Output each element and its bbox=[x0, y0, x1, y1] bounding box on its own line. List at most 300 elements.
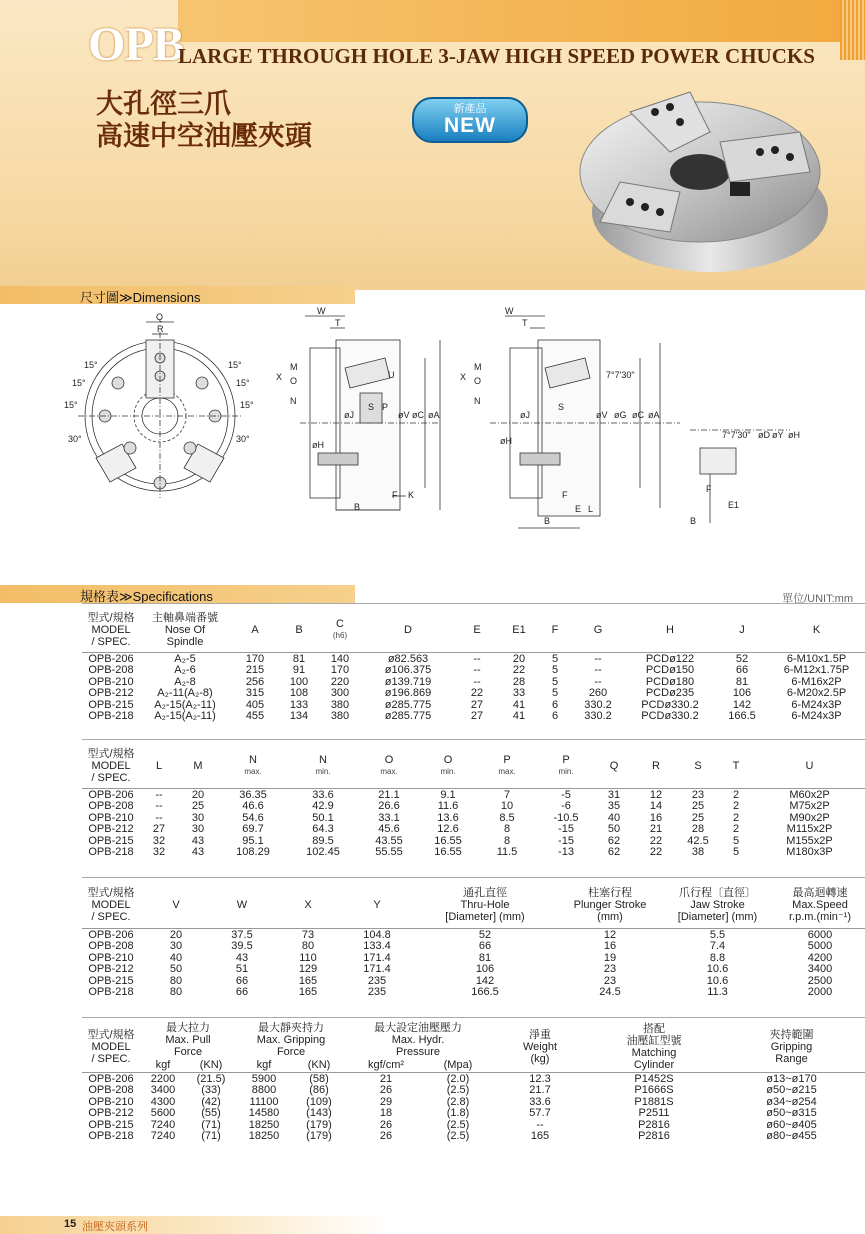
col-O-max: O max. bbox=[380, 753, 398, 776]
product-photo bbox=[560, 72, 865, 290]
table-cell: A₂-6 bbox=[174, 664, 196, 676]
col-X: X bbox=[304, 898, 312, 911]
table-row bbox=[82, 941, 865, 953]
col-Y: Y bbox=[373, 898, 381, 911]
unit-kn: (KN) bbox=[199, 1058, 223, 1071]
table-row bbox=[82, 964, 865, 976]
table-cell: 166.5 bbox=[728, 710, 756, 722]
table-cell: 171.4 bbox=[363, 963, 391, 975]
label-angle-15-b: 15° bbox=[72, 378, 86, 388]
col-T: T bbox=[732, 759, 740, 772]
table-cell: 32 bbox=[152, 834, 166, 847]
table-cell: 220 bbox=[330, 675, 350, 688]
table-cell: -- bbox=[454, 652, 500, 665]
table-cell: -- bbox=[536, 1118, 544, 1131]
side2-label-phiC: øC bbox=[632, 410, 644, 420]
side1-label-P: P bbox=[382, 402, 389, 412]
table-cell: 80 bbox=[169, 986, 183, 998]
table-cell: 22 bbox=[470, 687, 484, 699]
side2-label-F: F bbox=[562, 490, 568, 500]
table-cell: 11100 bbox=[249, 1095, 279, 1108]
model-cell: OPB-206 bbox=[82, 928, 140, 941]
model-cell: OPB-215 bbox=[88, 1118, 134, 1131]
header-stripe-edge bbox=[840, 0, 865, 60]
table-cell: 51 bbox=[235, 963, 249, 975]
table-cell: 40 bbox=[169, 951, 183, 964]
unit-kgf: kgf bbox=[155, 1058, 171, 1071]
table-cell: 22 bbox=[512, 664, 526, 676]
table-cell: 12 bbox=[634, 788, 678, 801]
table-cell: 4200 bbox=[807, 951, 833, 964]
table-cell: M115x2P bbox=[786, 823, 833, 835]
side2-label-E: E bbox=[575, 504, 582, 514]
table-cell: 25 bbox=[191, 800, 205, 812]
col-G: G bbox=[593, 623, 603, 636]
table-cell: 6-M24x3P bbox=[791, 698, 842, 711]
table-row bbox=[82, 847, 865, 859]
table-cell: 6-M20x2.5P bbox=[786, 687, 847, 699]
table-cell: 27 bbox=[152, 823, 166, 835]
table-cell: 8800 bbox=[251, 1084, 277, 1096]
table-cell: 22 bbox=[649, 846, 663, 858]
detail-label-phiD: øD bbox=[758, 430, 770, 440]
model-cell: OPB-210 bbox=[88, 1095, 134, 1108]
table-cell: (2.5) bbox=[446, 1130, 470, 1142]
table-cell: 89.5 bbox=[312, 834, 334, 847]
side2-label-phiH: øH bbox=[500, 436, 512, 446]
model-cell: OPB-218 bbox=[88, 846, 134, 858]
table-cell: 23 bbox=[603, 974, 617, 987]
table-cell: 29 bbox=[379, 1095, 393, 1108]
table-cell: 6-M10x1.5P bbox=[768, 652, 865, 665]
table-cell: 28 bbox=[512, 675, 526, 688]
table-cell: 5 bbox=[732, 846, 740, 858]
table-cell: 16.55 bbox=[434, 846, 462, 858]
table-cell: A₂-5 bbox=[140, 652, 230, 665]
table-cell: PCDø180 bbox=[645, 675, 695, 688]
table-cell: 11.5 bbox=[496, 846, 518, 858]
table-cell: 80 bbox=[169, 974, 183, 987]
table-cell: 405 bbox=[245, 698, 265, 711]
table-cell: 81 bbox=[478, 951, 492, 964]
model-cell: OPB-212 bbox=[88, 687, 134, 699]
new-badge bbox=[412, 97, 528, 143]
table-cell: 165 bbox=[530, 1130, 550, 1142]
table-cell: 40 bbox=[607, 811, 621, 824]
table-cell: 6 bbox=[551, 698, 559, 711]
table-cell: 7240 bbox=[150, 1130, 176, 1142]
page-title-zh bbox=[96, 88, 312, 152]
table-cell: 11.3 bbox=[707, 986, 728, 998]
unit-kgfcm: kgf/cm² bbox=[367, 1058, 405, 1071]
table-cell: 330.2 bbox=[584, 710, 612, 722]
table-cell: 43 bbox=[191, 846, 205, 858]
table-cell: M155x2P bbox=[786, 834, 833, 847]
table-row bbox=[82, 1120, 865, 1132]
table-cell: 26 bbox=[379, 1130, 393, 1142]
table-cell: (86) bbox=[309, 1084, 329, 1096]
table-cell: 20 bbox=[500, 652, 538, 665]
table-cell: 9.1 bbox=[420, 788, 476, 801]
table-row bbox=[82, 1085, 865, 1097]
table-cell: 106 bbox=[475, 963, 495, 975]
side2-label-phiG: øG bbox=[614, 410, 627, 420]
table-cell: 81 bbox=[735, 675, 749, 688]
table-cell: 2 bbox=[732, 800, 740, 812]
badge-zh: 新產品 bbox=[453, 103, 487, 115]
col-weight: 淨重 Weight (kg) bbox=[522, 1028, 558, 1065]
model-cell: OPB-208 bbox=[88, 940, 134, 952]
table-cell: 7 bbox=[476, 788, 538, 801]
table-cell: (2.0) bbox=[426, 1072, 490, 1085]
table-cell: 55.55 bbox=[375, 846, 403, 858]
table-cell: 14580 bbox=[248, 1107, 280, 1119]
table-cell: PCDø330.2 bbox=[641, 710, 699, 722]
dimensions-heading: 尺寸圖≫Dimensions bbox=[80, 290, 201, 305]
table-cell: 5900 bbox=[236, 1072, 292, 1085]
col-U: U bbox=[805, 759, 814, 772]
spec-table-2 bbox=[82, 744, 865, 859]
model-cell: OPB-212 bbox=[88, 823, 134, 835]
table-cell: 13.6 bbox=[437, 811, 459, 824]
model-cell: OPB-210 bbox=[88, 675, 134, 688]
table-cell: PCDø122 bbox=[624, 652, 716, 665]
table-cell: 41 bbox=[512, 710, 526, 722]
model-cell: OPB-206 bbox=[82, 788, 140, 801]
table-cell: 21 bbox=[649, 823, 663, 835]
table-cell: M90x2P bbox=[789, 811, 830, 824]
table-cell: P1881S bbox=[634, 1095, 674, 1108]
table-cell: 66 bbox=[478, 940, 492, 952]
table-cell: 18250 bbox=[248, 1130, 280, 1142]
table-cell: 21 bbox=[346, 1072, 426, 1085]
col-P-max: P max. bbox=[498, 753, 516, 776]
table-cell: PCDø330.2 bbox=[641, 698, 699, 711]
table-cell: -- bbox=[594, 664, 602, 676]
table-row bbox=[82, 824, 865, 836]
table-cell: ø196.869 bbox=[384, 687, 432, 699]
model-header: 型式/規格 MODEL / SPEC. bbox=[87, 611, 135, 648]
table-cell: 81 bbox=[280, 652, 318, 665]
table-cell: 300 bbox=[330, 687, 350, 699]
label-angle-15-a: 15° bbox=[84, 360, 98, 370]
table-cell: ø106.375 bbox=[384, 664, 432, 676]
table-cell: 43.55 bbox=[375, 834, 403, 847]
table-cell: -- bbox=[155, 800, 163, 812]
table-cell: 20 bbox=[178, 788, 218, 801]
table-cell: -13 bbox=[558, 846, 574, 858]
table-cell: ø50~ø315 bbox=[766, 1107, 817, 1119]
table-cell: 26.6 bbox=[378, 800, 400, 812]
side-view-2-drawing bbox=[490, 316, 790, 528]
table-divider bbox=[82, 1017, 865, 1018]
model-header: 型式/規格 MODEL / SPEC. bbox=[87, 747, 135, 784]
table-cell: P2816 bbox=[638, 1118, 670, 1131]
unit-kgf: kgf bbox=[256, 1058, 272, 1071]
table-cell: 33.1 bbox=[378, 811, 400, 824]
table-cell: 36.35 bbox=[218, 788, 288, 801]
table-cell: 69.7 bbox=[242, 823, 264, 835]
side1-label-W: W bbox=[317, 306, 326, 316]
table-cell: 14 bbox=[649, 800, 663, 812]
table-row bbox=[82, 953, 865, 965]
table-cell: -10.5 bbox=[553, 811, 579, 824]
table-cell: 106 bbox=[732, 687, 752, 699]
detail-label-F: F bbox=[706, 484, 712, 494]
model-cell: OPB-215 bbox=[88, 974, 134, 987]
table-cell: 2000 bbox=[807, 986, 833, 998]
side1-label-S: S bbox=[368, 402, 375, 412]
table-cell: 52 bbox=[716, 652, 768, 665]
col-N-max: N max. bbox=[244, 753, 262, 776]
spec-table-1 bbox=[82, 608, 865, 723]
table-cell: 73 bbox=[272, 928, 344, 941]
table-cell: 66 bbox=[235, 986, 249, 998]
table-cell: 7240 bbox=[150, 1118, 176, 1131]
table-cell: A₂-11(A₂-8) bbox=[157, 687, 213, 699]
table-cell: 8 bbox=[503, 823, 511, 835]
table-divider bbox=[82, 603, 865, 604]
col-max-hydr: 最大設定油壓壓力 Max. Hydr. Pressure bbox=[374, 1022, 462, 1058]
table-cell: 50 bbox=[607, 823, 621, 835]
table-cell: 4300 bbox=[150, 1095, 176, 1108]
table-cell: 50.1 bbox=[312, 811, 334, 824]
table-cell: 140 bbox=[318, 652, 362, 665]
col-C: C (h6) bbox=[332, 617, 348, 640]
table-cell: 134 bbox=[289, 710, 309, 722]
side2-label-O: O bbox=[474, 376, 482, 386]
model-cell: OPB-218 bbox=[88, 986, 134, 998]
table-cell: 30 bbox=[191, 811, 205, 824]
detail-label-angle-2: 7°7'30" bbox=[722, 430, 751, 440]
table-cell: -15 bbox=[558, 823, 574, 835]
table-cell: 20 bbox=[140, 928, 212, 941]
table-cell: 8.5 bbox=[499, 811, 515, 824]
table-cell: 18 bbox=[379, 1107, 393, 1119]
unit-mpa: (Mpa) bbox=[443, 1058, 473, 1071]
table-cell: ø139.719 bbox=[384, 675, 432, 688]
table-cell: 5 bbox=[732, 834, 740, 847]
model-cell: OPB-208 bbox=[88, 664, 134, 676]
table-cell: 27 bbox=[470, 710, 484, 722]
table-cell: 22 bbox=[649, 834, 663, 847]
table-cell: 5000 bbox=[807, 940, 833, 952]
detail-label-phiY: øY bbox=[772, 430, 784, 440]
table-cell: 10.6 bbox=[706, 974, 729, 987]
table-cell: 3400 bbox=[807, 963, 833, 975]
header-stripe bbox=[178, 0, 865, 42]
col-S: S bbox=[694, 759, 702, 772]
side1-label-K: K bbox=[408, 490, 415, 500]
table-cell: P1452S bbox=[590, 1072, 718, 1085]
table-row bbox=[82, 987, 865, 999]
table-cell: 16.55 bbox=[434, 834, 462, 847]
col-K: K bbox=[812, 623, 821, 636]
table-cell: 23 bbox=[603, 963, 617, 975]
model-cell: OPB-218 bbox=[88, 1130, 134, 1142]
col-D: D bbox=[404, 623, 412, 636]
table-cell: 33.6 bbox=[529, 1095, 551, 1108]
table-cell: ø285.775 bbox=[384, 698, 432, 711]
col-F: F bbox=[551, 623, 559, 636]
col-max-gripping: 最大靜夾持力 Max. Gripping Force bbox=[256, 1022, 326, 1058]
label-angle-15-e: 15° bbox=[236, 378, 250, 388]
col-L: L bbox=[155, 759, 163, 772]
side2-label-phiA: øA bbox=[648, 410, 660, 420]
table-cell: 28 bbox=[691, 823, 705, 835]
label-angle-15-c: 15° bbox=[64, 400, 78, 410]
model-cell: OPB-210 bbox=[88, 811, 134, 824]
table-cell: 260 bbox=[588, 687, 608, 699]
table-cell: 43 bbox=[191, 834, 205, 847]
table-cell: (143) bbox=[306, 1107, 332, 1119]
side1-label-phiJ: øJ bbox=[344, 410, 354, 420]
table-cell: 6-M12x1.75P bbox=[783, 664, 850, 676]
table-cell: 142 bbox=[475, 974, 495, 987]
table-cell: M60x2P bbox=[754, 788, 865, 801]
table-cell: 235 bbox=[367, 986, 387, 998]
table-cell: -5 bbox=[538, 788, 594, 801]
table-cell: 315 bbox=[245, 687, 265, 699]
table-cell: 5 bbox=[551, 687, 559, 699]
table-cell: (58) bbox=[292, 1072, 346, 1085]
table-cell: 256 bbox=[245, 675, 265, 688]
table-cell: 165 bbox=[298, 986, 318, 998]
table-row bbox=[82, 928, 865, 941]
table-cell: (42) bbox=[201, 1095, 221, 1108]
col-E: E bbox=[473, 623, 481, 636]
table-cell: 2 bbox=[732, 823, 740, 835]
table-cell: 80 bbox=[301, 940, 315, 952]
page-number: 15 bbox=[64, 1218, 77, 1230]
table-cell: 37.5 bbox=[212, 928, 272, 941]
table-cell: ø13~ø170 bbox=[718, 1072, 865, 1085]
label-Q: Q bbox=[156, 312, 164, 322]
table-cell: 133 bbox=[289, 698, 309, 711]
table-cell: 7.4 bbox=[709, 940, 726, 952]
table-cell: 133.4 bbox=[363, 940, 391, 952]
table-cell: M75x2P bbox=[789, 800, 830, 812]
table-cell: 62 bbox=[607, 834, 621, 847]
table-cell: 35 bbox=[607, 800, 621, 812]
table-cell: 12 bbox=[560, 928, 660, 941]
table-cell: 91 bbox=[292, 664, 306, 676]
table-cell: 171.4 bbox=[363, 951, 391, 964]
table-cell: 64.3 bbox=[312, 823, 334, 835]
side1-label-phiH: øH bbox=[312, 440, 324, 450]
col-R: R bbox=[652, 759, 660, 772]
table-cell: 6000 bbox=[775, 928, 865, 941]
specs-heading-bar bbox=[0, 585, 355, 603]
model-cell: OPB-215 bbox=[88, 834, 134, 847]
table-cell: 235 bbox=[367, 974, 387, 987]
table-cell: 42.9 bbox=[312, 800, 334, 812]
side2-label-phiJ: øJ bbox=[520, 410, 530, 420]
table-cell: 62 bbox=[607, 846, 621, 858]
table-cell: 5 bbox=[538, 652, 572, 665]
table-cell: -- bbox=[140, 788, 178, 801]
table-cell: 18250 bbox=[248, 1118, 280, 1131]
table-cell: 39.5 bbox=[231, 940, 253, 952]
table-cell: 102.45 bbox=[306, 846, 340, 858]
title-zh-line-2: 高速中空油壓夾頭 bbox=[96, 121, 312, 151]
page-title: LARGE THROUGH HOLE 3-JAW HIGH SPEED POWER CHUCKS bbox=[178, 44, 815, 68]
model-cell: OPB-206 bbox=[82, 652, 140, 665]
detail-label-phiH: øH bbox=[788, 430, 800, 440]
table-cell: M180x3P bbox=[786, 846, 833, 858]
table-cell: 66 bbox=[235, 974, 249, 987]
table-cell: 8 bbox=[503, 834, 511, 847]
side1-label-F: F bbox=[392, 490, 398, 500]
table-cell: -6 bbox=[561, 800, 571, 812]
col-P-min: P min. bbox=[558, 753, 574, 776]
table-cell: 54.6 bbox=[242, 811, 264, 824]
table-cell: 21.1 bbox=[358, 788, 420, 801]
table-cell: 11.6 bbox=[437, 800, 459, 812]
col-O-min: O min. bbox=[440, 753, 456, 776]
col-B: B bbox=[295, 623, 303, 636]
table-cell: 46.6 bbox=[242, 800, 264, 812]
table-cell: -- bbox=[155, 811, 163, 824]
side1-label-U: U bbox=[388, 370, 395, 380]
table-cell: 57.7 bbox=[529, 1107, 551, 1119]
table-cell: 100 bbox=[289, 675, 309, 688]
spec-table-3 bbox=[82, 882, 865, 999]
table-cell: (109) bbox=[306, 1095, 332, 1108]
table-cell: 25 bbox=[691, 811, 705, 824]
table-cell: 24.5 bbox=[599, 986, 621, 998]
table-cell: 5 bbox=[551, 664, 559, 676]
table-cell: PCDø150 bbox=[645, 664, 695, 676]
table-cell: -- bbox=[473, 664, 481, 676]
table-cell: A₂-15(A₂-11) bbox=[154, 710, 216, 722]
table-cell: 10.6 bbox=[706, 963, 729, 975]
table-cell: 170 bbox=[330, 664, 350, 676]
table-cell: ø82.563 bbox=[362, 652, 454, 665]
table-cell: 170 bbox=[230, 652, 280, 665]
table-cell: 16 bbox=[649, 811, 663, 824]
col-thru-hole: 通孔直徑 Thru-Hole [Diameter] (mm) bbox=[445, 886, 525, 923]
table-cell: 3400 bbox=[150, 1084, 176, 1096]
model-cell: OPB-208 bbox=[88, 1084, 134, 1096]
detail-label-E1: E1 bbox=[728, 500, 740, 510]
table-cell: P2511 bbox=[638, 1107, 670, 1119]
table-cell: 16 bbox=[603, 940, 617, 952]
table-row bbox=[82, 1108, 865, 1120]
table-cell: ø34~ø254 bbox=[766, 1095, 817, 1108]
table-cell: P2816 bbox=[638, 1130, 670, 1142]
model-header: 型式/規格 MODEL / SPEC. bbox=[87, 886, 135, 923]
table-cell: 108.29 bbox=[236, 846, 270, 858]
table-cell: A₂-15(A₂-11) bbox=[154, 698, 216, 711]
side2-label-M: M bbox=[474, 362, 482, 372]
title-zh-line-1: 大孔徑三爪 bbox=[96, 89, 231, 119]
col-W: W bbox=[236, 898, 248, 911]
table-row bbox=[82, 1072, 865, 1085]
table-cell: -- bbox=[473, 675, 481, 688]
col-H: H bbox=[666, 623, 674, 636]
side2-label-L: L bbox=[588, 504, 594, 514]
side1-label-phiA: øA bbox=[428, 410, 440, 420]
table-cell: 6 bbox=[551, 710, 559, 722]
table-cell: 5 bbox=[551, 675, 559, 688]
table-cell: 30 bbox=[191, 823, 205, 835]
table-cell: 215 bbox=[245, 664, 265, 676]
table-cell: 12.3 bbox=[490, 1072, 590, 1085]
table-cell: 2200 bbox=[140, 1072, 186, 1085]
table-cell: 166.5 bbox=[471, 986, 499, 998]
side2-label-X: X bbox=[460, 372, 467, 382]
